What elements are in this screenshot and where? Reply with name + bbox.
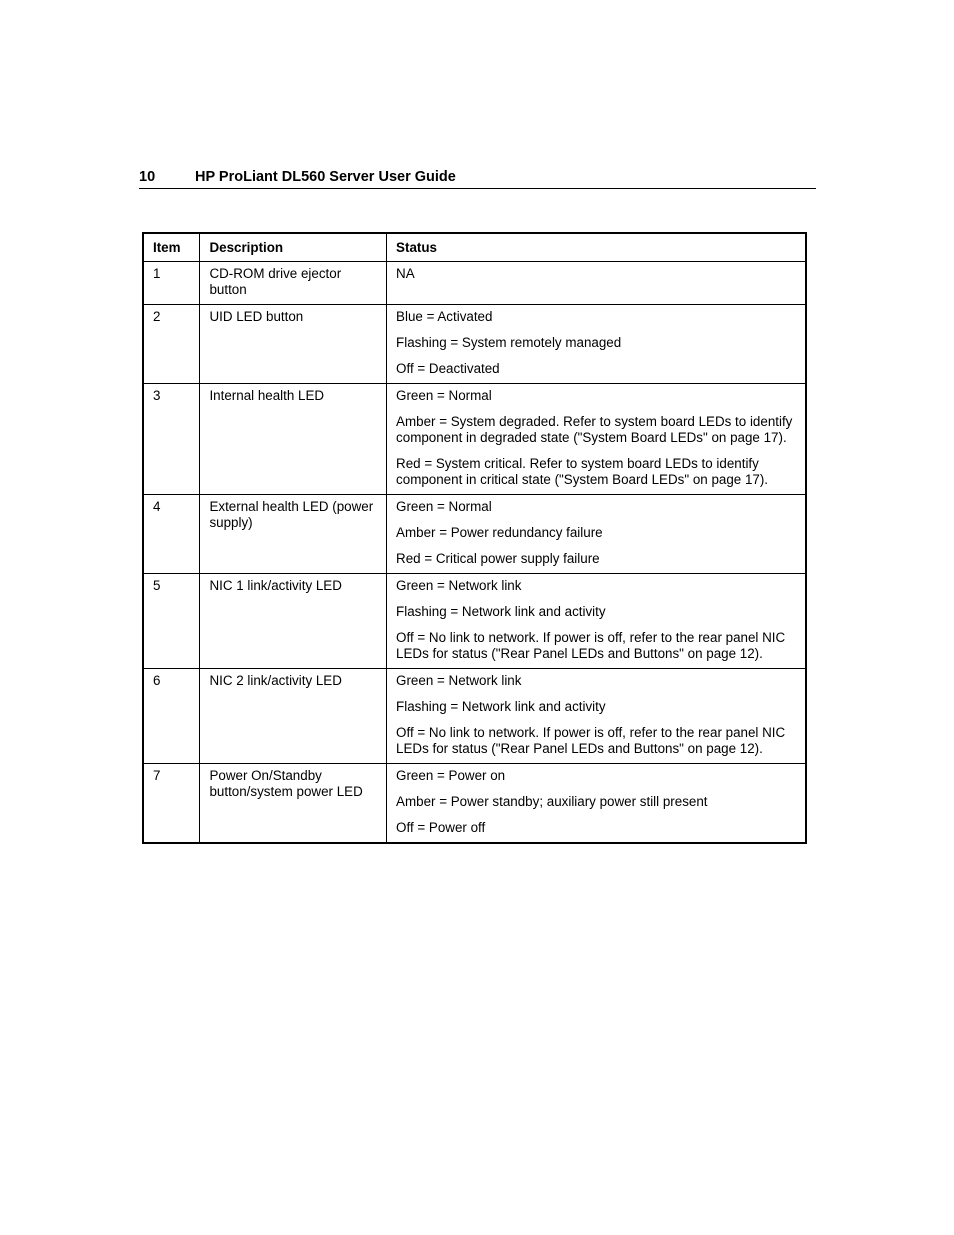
- status-line: Amber = System degraded. Refer to system board LEDs to identify component in degraded state ("System Board LEDs" on page 17).: [396, 414, 793, 445]
- status-line: Off = Power off: [396, 820, 486, 835]
- status-cell: [387, 495, 806, 574]
- status-line: Green = Network link: [396, 578, 522, 593]
- status-cell: [387, 574, 806, 669]
- item-number-cell: 3: [143, 384, 200, 495]
- document-title: HP ProLiant DL560 Server User Guide: [195, 169, 456, 185]
- status-line: Red = Critical power supply failure: [396, 551, 600, 566]
- status-cell: [387, 305, 806, 384]
- item-number-cell: 1: [143, 262, 200, 305]
- status-line: NA: [396, 266, 415, 281]
- description-cell: External health LED (power supply): [200, 495, 387, 574]
- status-line: Green = Network link: [396, 673, 522, 688]
- status-line: Amber = Power standby; auxiliary power still present: [396, 794, 708, 809]
- status-line: Off = No link to network. If power is off, refer to the rear panel NIC LEDs for status ("Rear Panel LEDs and Buttons" on page 12).: [396, 630, 786, 661]
- table-row: [143, 764, 806, 844]
- item-number-cell: 7: [143, 764, 200, 844]
- description-cell: Power On/Standby button/system power LED: [200, 764, 387, 844]
- table-row: [143, 495, 806, 574]
- status-line: Blue = Activated: [396, 309, 493, 324]
- table-row: [143, 262, 806, 305]
- item-number-cell: 5: [143, 574, 200, 669]
- column-header-status: Status: [387, 233, 806, 262]
- item-number-cell: 6: [143, 669, 200, 764]
- status-line: Green = Power on: [396, 768, 506, 783]
- status-cell: [387, 764, 806, 844]
- table-row: [143, 384, 806, 495]
- table-body: [143, 262, 806, 844]
- status-line: Flashing = Network link and activity: [396, 604, 606, 619]
- status-cell: [387, 384, 806, 495]
- description-cell: NIC 1 link/activity LED: [200, 574, 387, 669]
- status-line: Flashing = System remotely managed: [396, 335, 622, 350]
- column-header-item: Item: [143, 233, 200, 262]
- status-line: Green = Normal: [396, 388, 492, 403]
- status-line: Off = Deactivated: [396, 361, 500, 376]
- item-number-cell: 4: [143, 495, 200, 574]
- description-cell: NIC 2 link/activity LED: [200, 669, 387, 764]
- status-line: Amber = Power redundancy failure: [396, 525, 603, 540]
- page-number: 10: [139, 169, 156, 185]
- description-cell: UID LED button: [200, 305, 387, 384]
- status-line: Off = No link to network. If power is off, refer to the rear panel NIC LEDs for status ("Rear Panel LEDs and Buttons" on page 12).: [396, 725, 786, 756]
- status-line: Flashing = Network link and activity: [396, 699, 606, 714]
- description-cell: CD-ROM drive ejector button: [200, 262, 387, 305]
- table-row: [143, 305, 806, 384]
- status-line: Green = Normal: [396, 499, 492, 514]
- description-cell: Internal health LED: [200, 384, 387, 495]
- status-cell: [387, 262, 806, 305]
- item-number-cell: 2: [143, 305, 200, 384]
- led-status-table: [142, 232, 807, 844]
- status-cell: [387, 669, 806, 764]
- table-row: [143, 669, 806, 764]
- status-line: Red = System critical. Refer to system board LEDs to identify component in critical state ("System Board LEDs" on page 17).: [396, 456, 769, 487]
- column-header-description: Description: [200, 233, 387, 262]
- table-row: [143, 574, 806, 669]
- table-header-row: [143, 233, 806, 262]
- page-header: [139, 168, 816, 189]
